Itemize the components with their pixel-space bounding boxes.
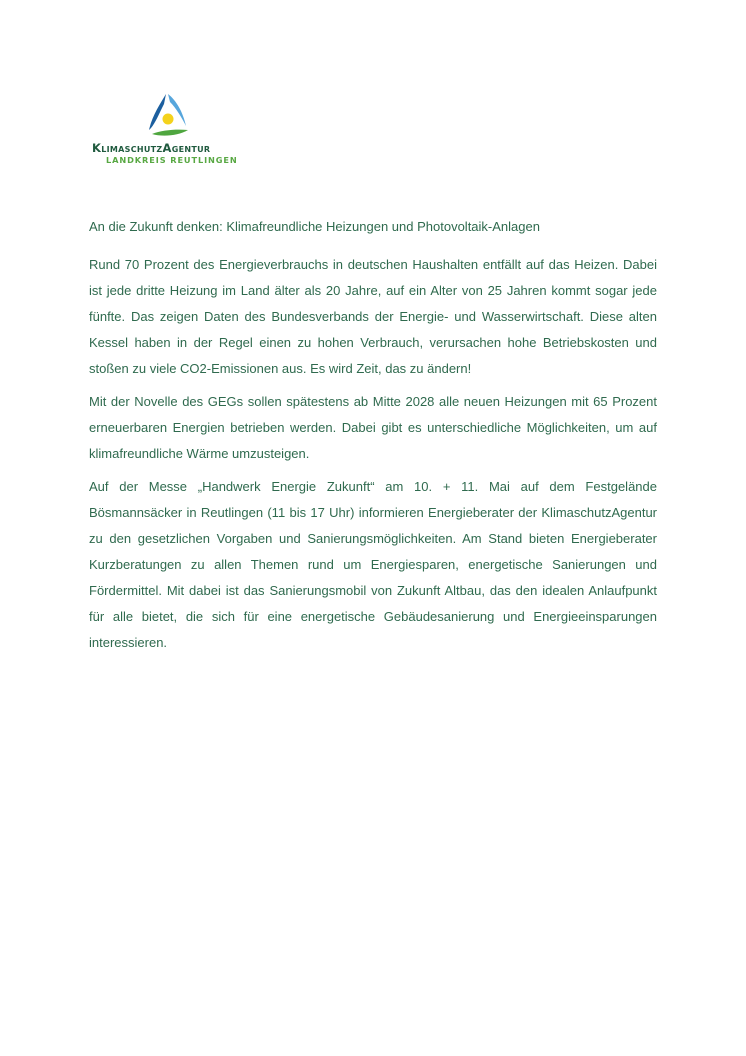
logo-subtitle: LANDKREIS REUTLINGEN [106,155,238,165]
logo-sun [163,114,174,125]
paragraph-1: Rund 70 Prozent des Energieverbrauchs in deutschen Haushalten entfällt auf das Heizen. Dabei ist jede dritte Heizung im Land älter als 20 Jahre, auf ein Alter von 25 Jahren kommt sogar jede fünfte. Das zeigen Daten des Bundesverbands der Energie- und Wasserwirtschaft. Diese alten Kessel haben in der Regel einen zu hohen Verbrauch, verursachen hohe Betriebskosten und stoßen zu viele CO2-Emissionen aus. Es wird Zeit, das zu ändern! [89,257,657,376]
paragraph-2: Mit der Novelle des GEGs sollen spätestens ab Mitte 2028 alle neuen Heizungen mit 65 Prozent erneuerbaren Energien betrieben werden. Dabei gibt es unterschiedliche Möglichkeiten, um auf klimafreundliche Wärme umzusteigen. [89,394,657,461]
paragraph-3: Auf der Messe „Handwerk Energie Zukunft“ am 10. + 11. Mai auf dem Festgelände Bösmannsäcker in Reutlingen (11 bis 17 Uhr) informieren Energieberater der KlimaschutzAgentur zu den gesetzlichen Vorgaben und Sanierungsmöglichkeiten. Am Stand bieten Energieberater Kurzberatungen zu allen Themen rund um Energiesparen, energetische Sanierungen und Fördermittel. Mit dabei ist das Sanierungsmobil von Zukunft Altbau, das den idealen Anlaufpunkt für alle bietet, die sich für eine energetische Gebäudesanierung und Energieeinsparungen interessieren. [89,479,657,650]
logo-triangle-icon [146,92,190,138]
logo-dark-blue-swoosh [149,94,166,130]
document-body [89,214,657,663]
klimaschutzagentur-logo [92,92,264,172]
logo-name: KlimaschutzAgentur [92,141,211,155]
logo-green-swoosh [152,130,188,136]
document-headline: An die Zukunft denken: Klimafreundliche Heizungen und Photovoltaik-Anlagen [89,219,540,234]
